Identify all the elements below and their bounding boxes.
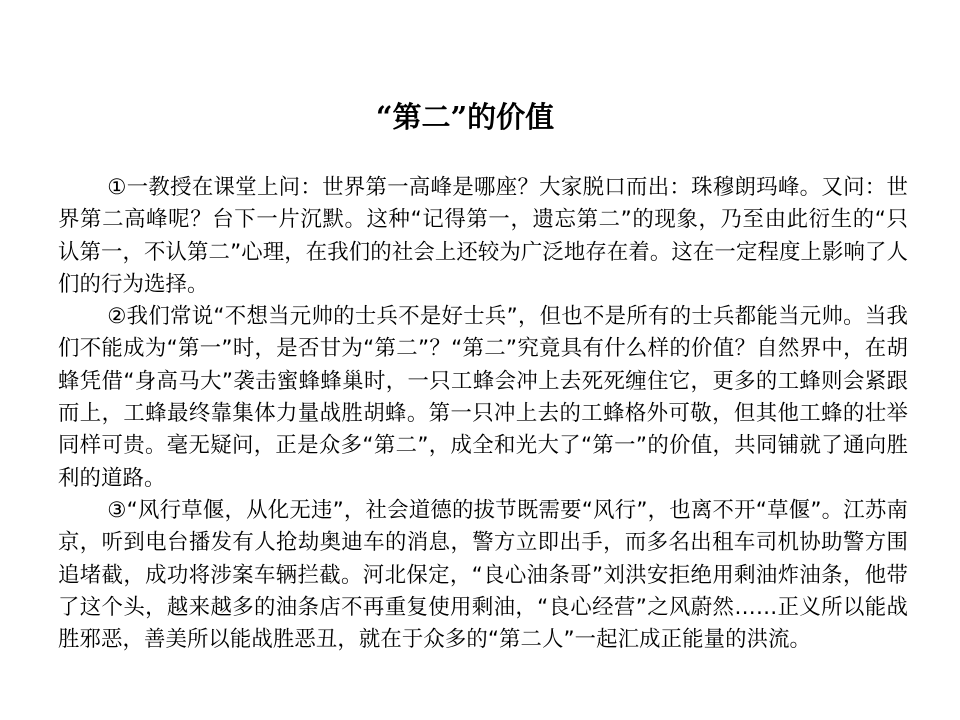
paragraph-1: ①一教授在课堂上问：世界第一高峰是哪座？大家脱口而出：珠穆朗玛峰。又问：世界第二高峰呢？台下一片沉默。这种“记得第一，遗忘第二”的现象，乃至由此衍生的“只认第一，不认第二”心理，在我们的社会上还较为广泛地存在着。这在一定程度上影响了人们的行为选择。 bbox=[58, 175, 908, 297]
article-body bbox=[58, 172, 908, 656]
paragraph-3: ③“风行草偃，从化无违”，社会道德的拔节既需要“风行”，也离不开“草偃”。江苏南京，听到电台播发有人抢劫奥迪车的消息，警方立即出手，而多名出租车司机协助警方围追堵截，成功将涉案车辆拦截。河北保定，“良心油条哥”刘洪安拒绝用剩油炸油条，他带了这个头，越来越多的油条店不再重复使用剩油，“良心经营”之风蔚然……正义所以能战胜邪恶，善美所以能战胜恶丑，就在于众多的“第二人”一起汇成正能量的洪流。 bbox=[58, 497, 908, 653]
article-title: “第二”的价值 bbox=[375, 100, 555, 134]
paragraph-2: ②我们常说“不想当元帅的士兵不是好士兵”，但也不是所有的士兵都能当元帅。当我们不能成为“第一”时，是否甘为“第二”？“第二”究竟具有什么样的价值？自然界中，在胡蜂凭借“身高马大”袭击蜜蜂蜂巢时，一只工蜂会冲上去死死缠住它，更多的工蜂则会紧跟而上，工蜂最终靠集体力量战胜胡蜂。第一只冲上去的工蜂格外可敬，但其他工蜂的壮举同样可贵。毫无疑问，正是众多“第二”，成全和光大了“第一”的价值，共同铺就了通向胜利的道路。 bbox=[58, 304, 908, 491]
